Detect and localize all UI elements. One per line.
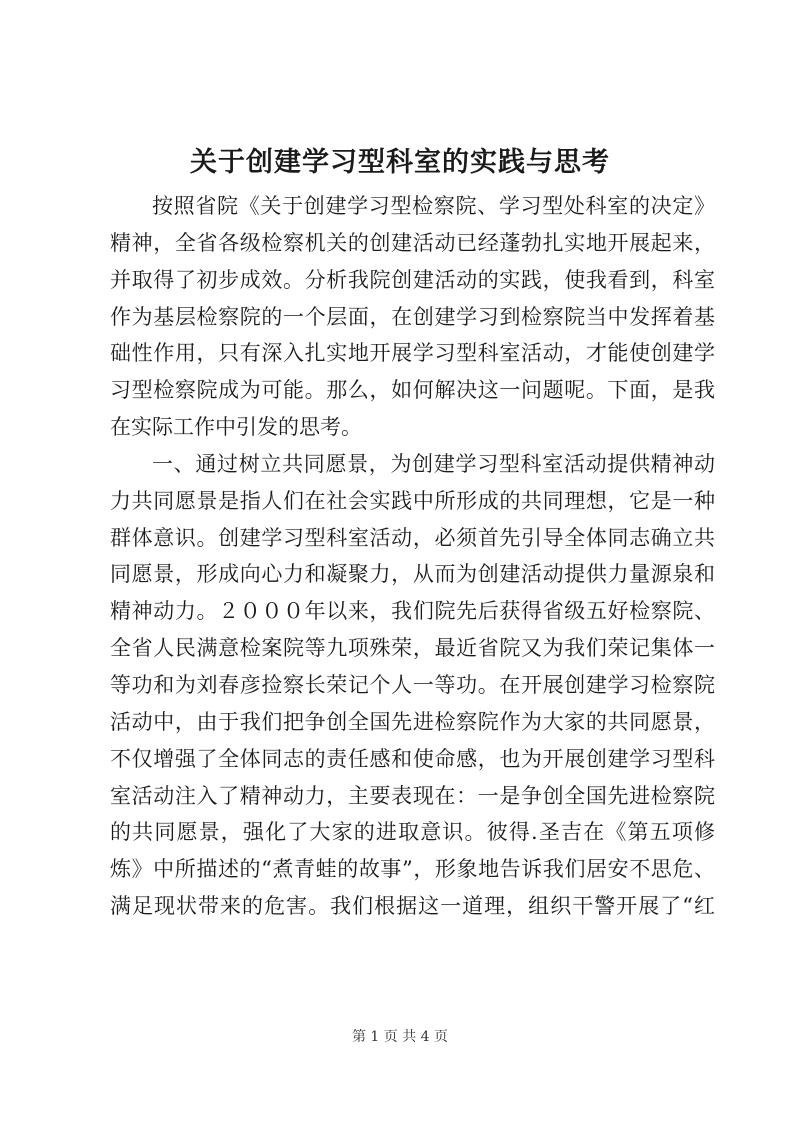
text-line: 等功和为刘春彦捡察长荣记个人一等功。在开展创建学习检察院 [110,672,715,697]
text-line: 一、通过树立共同愿景，为创建学习型科室活动提供精神动 [152,451,715,476]
text-line: 精神动力。２０００年以来，我们院先后获得省级五好检察院、 [110,599,715,624]
text-line: 的共同愿景，强化了大家的进取意识。彼得.圣吉在《第五项修 [110,820,715,845]
text-line: 群体意识。创建学习型科室活动，必须首先引导全体同志确立共 [110,525,715,550]
text-line: 室活动注入了精神动力，主要表现在：一是争创全国先进检察院 [110,783,715,808]
text-line: 按照省院《关于创建学习型检察院、学习型处科室的决定》 [152,194,715,218]
document-body [110,188,715,925]
text-line: 活动中，由于我们把争创全国先进检察院作为大家的共同愿景， [110,709,715,734]
text-line: 满足现状带来的危害。我们根据这一道理，组织干警开展了“红 [110,894,715,919]
text-line: 炼》中所描述的“煮青蛙的故事”，形象地告诉我们居安不思危、 [110,857,715,882]
text-line: 并取得了初步成效。分析我院创建活动的实践，使我看到，科室 [110,267,715,292]
text-line: 础性作用，只有深入扎实地开展学习型科室活动，才能使创建学 [110,341,715,366]
document-title: 关于创建学习型科室的实践与思考 [190,147,610,178]
page-footer: 第 1 页 共 4 页 [351,1029,449,1045]
text-line: 同愿景，形成向心力和凝聚力，从而为创建活动提供力量源泉和 [110,562,715,587]
text-line: 精神，全省各级检察机关的创建活动已经蓬勃扎实地开展起来， [110,230,715,255]
text-line: 全省人民满意检案院等九项殊荣，最近省院又为我们荣记集体一 [110,636,715,661]
text-line: 不仅增强了全体同志的责任感和使命感，也为开展创建学习型科 [110,746,715,771]
text-line: 力共同愿景是指人们在社会实践中所形成的共同理想，它是一种 [110,488,715,513]
text-line: 习型检察院成为可能。那么，如何解决这一问题呢。下面，是我 [110,378,715,403]
text-line: 在实际工作中引发的思考。 [110,415,362,440]
text-line: 作为基层检察院的一个层面，在创建学习到检察院当中发挥着基 [110,304,715,329]
